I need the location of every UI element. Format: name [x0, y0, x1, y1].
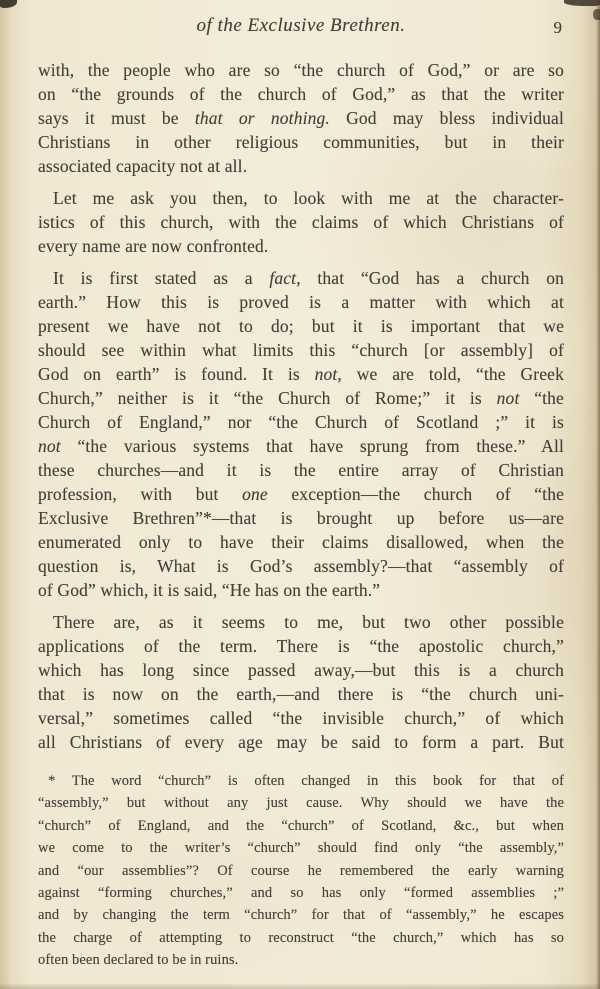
page-number: 9 — [553, 18, 562, 37]
paragraph — [38, 58, 564, 178]
text-line: often been declared to be in ruins. — [38, 952, 239, 969]
text-line: Let me ask you then, to look with me at the character- — [53, 188, 564, 208]
paragraph — [38, 266, 564, 602]
text-line: “assembly,” but without any just cause. Why should we have the — [38, 795, 564, 812]
italic-run: not — [496, 388, 520, 408]
text-line: Church of England,” nor “the Church of Scotland ;” it is — [38, 412, 564, 432]
paragraph — [38, 610, 564, 754]
running-title: of the Exclusive Brethren. — [196, 15, 406, 36]
italic-run: one — [242, 484, 268, 504]
text-line: that is now on the earth,—and there is “the church uni- — [38, 684, 564, 704]
text-line: on “the grounds of the church of God,” as that the writer — [38, 84, 564, 104]
text-line: the charge of attempting to reconstruct “the church,” which has so — [38, 929, 564, 946]
text-line: these churches—and it is the entire array of Christian — [38, 460, 564, 480]
italic-run: not — [38, 436, 61, 456]
text-line: not “the various systems that have sprung from these.” All — [38, 436, 564, 456]
text-line: Christians in other religious communities, but in their — [38, 132, 564, 152]
text-line: all Christians of every age may be said to form a part. But — [38, 732, 564, 752]
text-line: Exclusive Brethren”*—that is brought up before us—are — [38, 508, 564, 528]
text-line: Church,” neither is it “the Church of Rome;” it is not “the — [38, 388, 564, 408]
page-edge-shadow-right — [596, 0, 600, 989]
text-line: God on earth” is found. It is not, we are told, “the Greek — [38, 364, 564, 384]
footnote-text — [38, 770, 564, 972]
text-line: says it must be that or nothing. God may bless individual — [38, 108, 564, 128]
text-line: with, the people who are so “the church of God,” or are so — [38, 60, 564, 80]
italic-run: fact — [269, 268, 297, 288]
text-line: should see within what limits this “church [or assembly] of — [38, 340, 564, 360]
text-line: every name are now confronted. — [38, 236, 269, 256]
text-line: applications of the term. There is “the apostolic church,” — [38, 636, 564, 656]
text-line: of God” which, it is said, “He has on the earth.” — [38, 580, 381, 600]
text-line: istics of this church, with the claims of which Christians of — [38, 212, 564, 232]
text-line: and by changing the term “church” for that of “assembly,” he escapes — [38, 907, 564, 924]
text-line: enumerated only to have their claims disallowed, when the — [38, 532, 564, 552]
text-line: * The word “church” is often changed in this book for that of — [48, 773, 564, 789]
scan-artifact-top-left — [0, 0, 17, 8]
text-line: It is first stated as a fact, that “God has a church on — [53, 268, 564, 288]
text-line: There are, as it seems to me, but two other possible — [53, 612, 564, 632]
text-line: versal,” sometimes called “the invisible church,” of which — [38, 708, 564, 728]
text-line: against “forming churches,” and so has only “formed assemblies ;” — [38, 885, 564, 902]
paragraph — [38, 186, 564, 258]
page-header — [38, 15, 564, 37]
text-line: profession, with but one exception—the church of “the — [38, 484, 565, 504]
text-line: associated capacity not at all. — [38, 156, 248, 176]
page-edge-shadow-bottom — [0, 983, 600, 989]
text-line: question is, What is God’s assembly?—that “assembly of — [38, 556, 564, 576]
italic-run: that or nothing. — [194, 108, 330, 128]
page-content — [38, 58, 564, 972]
italic-run: not — [314, 364, 338, 384]
text-line: present we have not to do; but it is important that we — [38, 316, 564, 336]
paragraph — [38, 770, 564, 972]
footnote — [38, 770, 564, 972]
text-line: and “our assemblies”? Of course he remembered the early warning — [38, 862, 564, 879]
body-text — [38, 58, 564, 754]
text-line: which has long since passed away,—but this is a church — [38, 660, 564, 680]
text-line: we come to the writer’s “church” should find only “the assembly,” — [38, 840, 564, 857]
text-line: “church” of England, and the “church” of Scotland, &c., but when — [38, 817, 564, 834]
scan-artifact-top-right — [564, 0, 600, 6]
text-line: earth.” How this is proved is a matter with which at — [38, 292, 564, 312]
